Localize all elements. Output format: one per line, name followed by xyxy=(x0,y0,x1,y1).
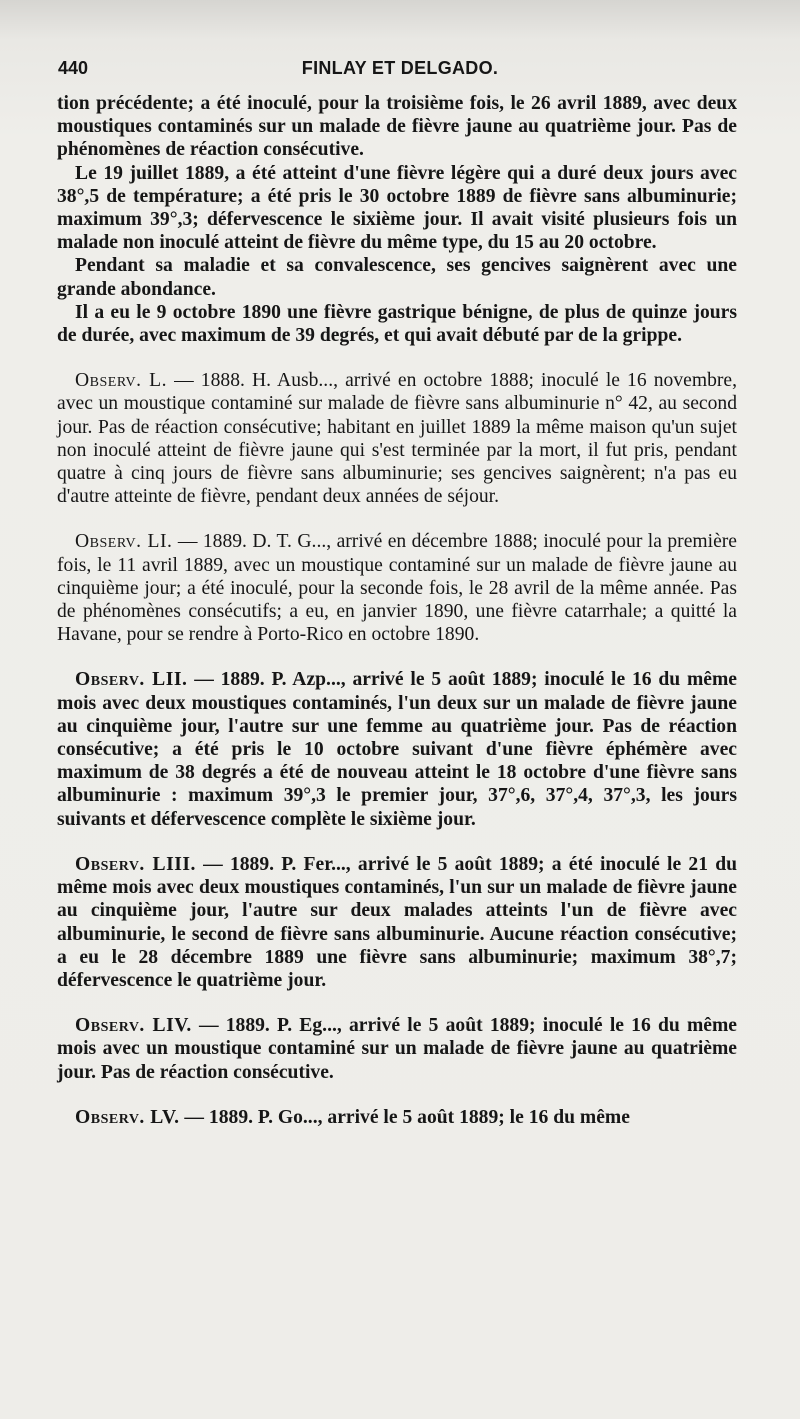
observation-text: — 1889. P. Eg..., arrivé le 5 août 1889; inoculé le 16 du même mois avec un moustique contaminé sur un malade de fièvre jaune au quatrième jour. Pas de réaction consécutive. xyxy=(57,1015,737,1083)
running-head: FINLAY ET DELGADO. xyxy=(301,58,499,78)
observation-text: — 1888. H. Ausb..., arrivé en octobre 1888; inoculé le 16 novembre, avec un moustique contaminé sur malade de fièvre sans albuminurie n° 42, au second jour. Pas de réaction consécutive; habitant en juillet 1889 la même maison qu'un sujet non inoculé atteint de fièvre jaune qui s'est terminée par la mort, il fut pris, pendant quatre à cinq jours de fièvre sans albuminurie; ses gencives saignèrent; n'a pas eu d'autre atteinte de fièvre, pendant deux années de séjour. xyxy=(57,370,737,508)
observation-label: Observ. LV. xyxy=(75,1106,180,1128)
observation-label: Observ. L. xyxy=(75,370,168,392)
paragraph: Pendant sa maladie et sa convalescence, ses gencives saignèrent avec une grande abondance. xyxy=(57,255,737,300)
page-number: 440 xyxy=(58,58,89,78)
observation-52 xyxy=(57,668,737,830)
observation-text: — 1889. P. Azp..., arrivé le 5 août 1889; inoculé le 16 du même mois avec deux moustiques contaminés, l'un deux sur un malade de fièvre jaune au cinquième jour, l'autre sur une femme au quatrième jour. Pas de réaction consécutive; a été pris le 10 octobre suivant d'une fièvre éphémère avec maximum de 38 degrés a été de nouveau atteint le 18 octobre d'une fièvre sans albuminurie : maximum 39°,3 le premier jour, 37°,6, 37°,4, 37°,3, les jours suivants et défervescence complète le sixième jour. xyxy=(57,669,738,830)
paragraph: Il a eu le 9 octobre 1890 une fièvre gastrique bénigne, de plus de quinze jours de durée, avec maximum de 39 degrés, et qui avait débuté par de la grippe. xyxy=(57,301,737,347)
observation-label: Observ. LIII. xyxy=(75,853,196,875)
observation-text: — 1889. P. Go..., arrivé le 5 août 1889; le 16 du même xyxy=(179,1106,630,1128)
observation-50 xyxy=(57,369,737,508)
observation-text: — 1889. D. T. G..., arrivé en décembre 1888; inoculé pour la première fois, le 11 avril 1889, avec un moustique contaminé sur un malade de fièvre jaune au cinquième jour; a été inoculé, pour la seconde fois, le 28 avril de la même année. Pas de phénomènes consécutifs; a eu, en janvier 1890, une fièvre catarrhale; a quitté la Havane, pour se rendre à Porto-Rico en octobre 1890. xyxy=(57,531,737,646)
observation-51 xyxy=(57,530,737,646)
observation-54 xyxy=(57,1014,737,1084)
observation-label: Observ. LII. xyxy=(75,669,188,691)
paragraph: tion précédente; a été inoculé, pour la troisième fois, le 26 avril 1889, avec deux moustiques contaminés sur un malade de fièvre jaune au quatrième jour. Pas de phénomènes de réaction consécutive. xyxy=(57,93,737,161)
observation-text: — 1889. P. Fer..., arrivé le 5 août 1889; a été inoculé le 21 du même mois avec deux moustiques contaminés, l'un sur un malade de fièvre jaune au cinquième jour, l'autre sur deux malades atteints l'un de fièvre avec albuminurie, le second de fièvre sans albuminurie. Aucune réaction consécutive; a eu le 28 décembre 1889 une fièvre sans albuminurie; maximum 38°,7; défervescence le quatrième jour. xyxy=(57,853,737,991)
paragraph: Le 19 juillet 1889, a été atteint d'une fièvre légère qui a duré deux jours avec 38°,5 de température; a été pris le 30 octobre 1889 de fièvre sans albuminurie; maximum 39°,3; défervescence le sixième jour. Il avait visité plusieurs fois un malade non inoculé atteint de fièvre du même type, du 15 au 20 octobre. xyxy=(57,162,737,254)
page-header xyxy=(58,58,742,88)
observation-label: Observ. LI. xyxy=(75,531,173,553)
observation-55 xyxy=(57,1106,737,1129)
body-text xyxy=(57,92,737,1129)
observation-53 xyxy=(57,853,737,992)
observation-label: Observ. LIV. xyxy=(75,1015,192,1037)
